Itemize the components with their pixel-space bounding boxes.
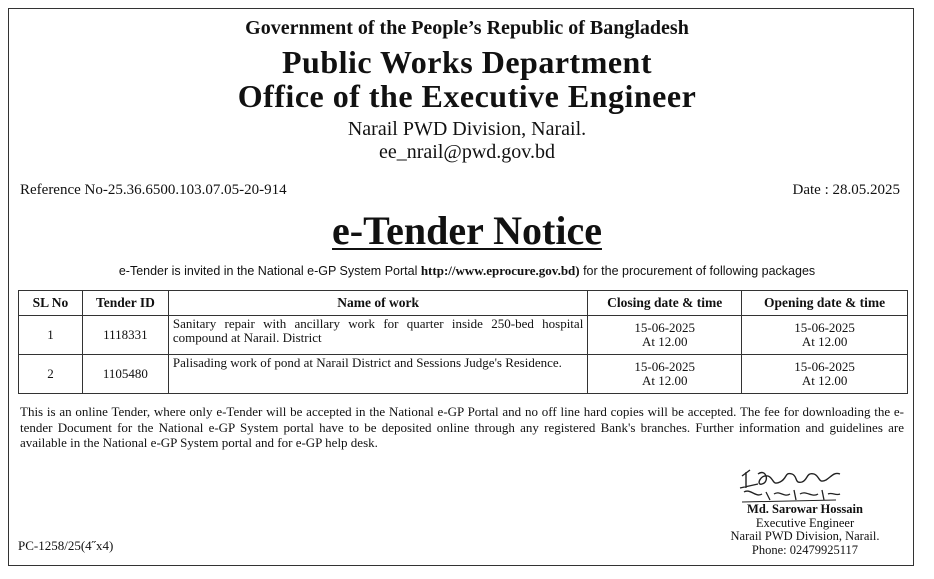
signatory-designation: Executive Engineer [755, 515, 855, 530]
cell-sl: 1 [19, 316, 83, 355]
opening-date: 15-06-2025 [794, 359, 855, 374]
opening-time: At 12.00 [801, 373, 848, 388]
cell-closing [588, 316, 742, 355]
closing-time: At 12.00 [641, 334, 688, 349]
signatory-name: Md. Sarowar Hossain [747, 502, 863, 516]
cell-sl: 2 [19, 355, 83, 394]
col-header-tender-id: Tender ID [82, 291, 168, 316]
col-header-work: Name of work [168, 291, 587, 316]
cell-tender-id: 1118331 [82, 316, 168, 355]
notice-title [0, 207, 934, 254]
publication-code: PC-1258/25(4˝x4) [18, 538, 114, 553]
table-header-row [19, 291, 908, 316]
reference-number: Reference No-25.36.6500.103.07.05-20-914 [20, 182, 287, 198]
table-row [19, 355, 908, 394]
closing-date: 15-06-2025 [634, 359, 696, 374]
cell-opening [742, 316, 908, 355]
intro-before: e-Tender is invited in the National e-GP System Portal [118, 264, 421, 278]
government-heading: Government of the People’s Republic of Bangladesh [245, 17, 689, 39]
cell-closing [588, 355, 742, 394]
cell-work: Sanitary repair with ancillary work for quarter inside 250-bed hospital compound at Narail. District [168, 316, 587, 355]
intro-after: for the procurement of following packages [579, 264, 816, 278]
tender-instructions: This is an online Tender, where only e-Tender will be accepted in the National e-GP Portal and no off line hard copies will be accepted. The fee for downloading the e-tender Document for the National e-GP System portal have to be deposited online through any registered Bank's branches. Further information and guidelines are available in the National e-GP System portal and for e-GP help desk. [20, 404, 904, 450]
tender-table [18, 290, 908, 394]
cell-work: Palisading work of pond at Narail District and Sessions Judge's Residence. [168, 355, 587, 394]
division-address: Narail PWD Division, Narail. [347, 118, 587, 140]
cell-opening [742, 355, 908, 394]
table-row [19, 316, 908, 355]
handwritten-signature [736, 464, 846, 504]
office-email: ee_nrail@pwd.gov.bd [379, 141, 555, 163]
signatory-phone: Phone: 02479925117 [751, 542, 859, 557]
cell-tender-id: 1105480 [82, 355, 168, 394]
col-header-sl: SL No [19, 291, 83, 316]
department-heading: Public Works Department [281, 44, 652, 80]
col-header-closing: Closing date & time [588, 291, 742, 316]
intro-line [0, 263, 934, 279]
col-header-opening: Opening date & time [742, 291, 908, 316]
portal-url: http://www.eprocure.gov.bd) [420, 263, 580, 278]
closing-time: At 12.00 [641, 373, 688, 388]
notice-title-text: e-Tender Notice [332, 208, 602, 253]
closing-date: 15-06-2025 [634, 320, 696, 335]
opening-time: At 12.00 [801, 334, 848, 349]
signatory-division: Narail PWD Division, Narail. [730, 529, 880, 543]
office-heading: Office of the Executive Engineer [237, 78, 697, 114]
notice-date: Date : 28.05.2025 [792, 182, 900, 198]
signatory-block [680, 503, 930, 557]
opening-date: 15-06-2025 [794, 320, 855, 335]
